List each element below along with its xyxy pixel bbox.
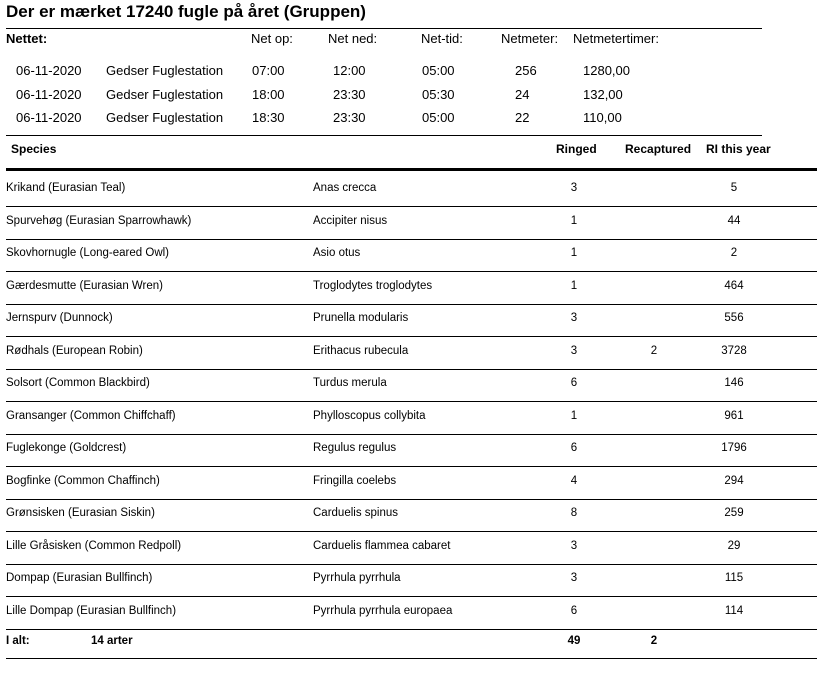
net-close-header: Net ned: [328, 31, 378, 46]
species-name: Dompap (Eurasian Bullfinch) [6, 572, 153, 584]
net-meters: 22 [515, 110, 530, 125]
species-recaptured: 2 [650, 345, 658, 357]
species-name: Grønsisken (Eurasian Siskin) [6, 507, 155, 519]
species-latin: Pyrrhula pyrrhula [313, 572, 401, 584]
species-ri-year: 5 [730, 182, 738, 194]
species-latin: Accipiter nisus [313, 215, 388, 227]
net-meterhours: 132,00 [583, 87, 623, 102]
species-name: Spurvehøg (Eurasian Sparrowhawk) [6, 215, 192, 227]
title-divider [6, 28, 762, 29]
species-ri-year: 1796 [721, 442, 747, 454]
net-time-header: Net-tid: [421, 31, 463, 46]
net-date: 06-11-2020 [16, 110, 82, 125]
species-ringed: 6 [570, 377, 578, 389]
species-ri-year: 556 [724, 312, 744, 324]
row-divider [6, 206, 817, 207]
row-divider [6, 499, 817, 500]
row-divider [6, 401, 817, 402]
species-ri-year: 2 [730, 247, 738, 259]
net-open: 07:00 [252, 63, 285, 78]
row-divider [6, 271, 817, 272]
net-close: 12:00 [333, 63, 366, 78]
species-ringed: 1 [570, 247, 578, 259]
row-divider [6, 466, 817, 467]
row-divider [6, 531, 817, 532]
species-ringed: 3 [570, 312, 578, 324]
species-header: Species [11, 142, 57, 156]
net-station: Gedser Fuglestation [106, 87, 224, 102]
species-name: Jernspurv (Dunnock) [6, 312, 113, 324]
ringed-header: Ringed [556, 142, 597, 156]
species-ringed: 6 [570, 442, 578, 454]
row-divider [6, 596, 817, 597]
net-meters: 256 [515, 63, 537, 78]
species-ri-year: 114 [724, 605, 744, 617]
net-station: Gedser Fuglestation [106, 63, 224, 78]
total-species-count: 14 arter [91, 635, 133, 647]
species-ringed: 3 [570, 182, 578, 194]
row-divider [6, 629, 817, 630]
species-ringed: 4 [570, 475, 578, 487]
net-date: 06-11-2020 [16, 63, 82, 78]
row-divider [6, 369, 817, 370]
total-ringed: 49 [567, 635, 581, 647]
species-latin: Anas crecca [313, 182, 377, 194]
footer-divider [6, 658, 817, 659]
net-open-header: Net op: [251, 31, 293, 46]
net-meters: 24 [515, 87, 530, 102]
species-ringed: 3 [570, 540, 578, 552]
species-name: Lille Dompap (Eurasian Bullfinch) [6, 605, 177, 617]
species-latin: Turdus merula [313, 377, 387, 389]
total-recaptured: 2 [650, 635, 658, 647]
net-close: 23:30 [333, 110, 366, 125]
species-latin: Erithacus rubecula [313, 345, 409, 357]
species-latin: Regulus regulus [313, 442, 397, 454]
net-time: 05:30 [422, 87, 455, 102]
species-latin: Pyrrhula pyrrhula europaea [313, 605, 453, 617]
row-divider [6, 564, 817, 565]
species-name: Solsort (Common Blackbird) [6, 377, 150, 389]
net-time: 05:00 [422, 110, 455, 125]
species-ringed: 1 [570, 280, 578, 292]
species-name: Fuglekonge (Goldcrest) [6, 442, 127, 454]
species-ri-year: 464 [724, 280, 744, 292]
net-meterhours: 110,00 [583, 110, 622, 125]
row-divider [6, 336, 817, 337]
net-meterhours-header: Netmetertimer: [573, 31, 659, 46]
species-latin: Carduelis spinus [313, 507, 399, 519]
species-name: Lille Gråsisken (Common Redpoll) [6, 540, 182, 552]
row-divider [6, 434, 817, 435]
species-ri-year: 146 [724, 377, 744, 389]
net-time: 05:00 [422, 63, 455, 78]
species-ri-year: 259 [724, 507, 744, 519]
total-label: I alt: [6, 635, 30, 647]
recaptured-header: Recaptured [625, 142, 692, 156]
ri-year-header: RI this year [706, 142, 771, 156]
species-name: Gærdesmutte (Eurasian Wren) [6, 280, 164, 292]
species-ri-year: 44 [727, 215, 741, 227]
species-latin: Troglodytes troglodytes [313, 280, 433, 292]
net-meterhours: 1280,00 [583, 63, 630, 78]
net-meters-header: Netmeter: [501, 31, 559, 46]
species-latin: Prunella modularis [313, 312, 409, 324]
net-open: 18:30 [252, 110, 285, 125]
species-ri-year: 294 [724, 475, 744, 487]
species-name: Rødhals (European Robin) [6, 345, 143, 357]
species-latin: Phylloscopus collybita [313, 410, 426, 422]
net-close: 23:30 [333, 87, 366, 102]
nets-label: Nettet: [6, 31, 48, 46]
nets-divider [6, 135, 762, 136]
net-date: 06-11-2020 [16, 87, 82, 102]
species-ri-year: 115 [724, 572, 744, 584]
row-divider [6, 239, 817, 240]
species-ringed: 6 [570, 605, 578, 617]
species-ringed: 1 [570, 410, 578, 422]
species-name: Bogfinke (Common Chaffinch) [6, 475, 160, 487]
species-ri-year: 3728 [721, 345, 747, 357]
report-title: Der er mærket 17240 fugle på året (Gruppen) [6, 2, 366, 21]
species-ri-year: 961 [724, 410, 744, 422]
species-ri-year: 29 [727, 540, 741, 552]
species-name: Gransanger (Common Chiffchaff) [6, 410, 176, 422]
species-ringed: 8 [570, 507, 578, 519]
net-open: 18:00 [252, 87, 285, 102]
row-divider [6, 304, 817, 305]
species-ringed: 3 [570, 572, 578, 584]
species-name: Skovhornugle (Long-eared Owl) [6, 247, 170, 259]
species-latin: Fringilla coelebs [313, 475, 397, 487]
species-header-divider [6, 168, 817, 171]
net-station: Gedser Fuglestation [106, 110, 224, 125]
species-latin: Asio otus [313, 247, 361, 259]
species-ringed: 3 [570, 345, 578, 357]
species-latin: Carduelis flammea cabaret [313, 540, 451, 552]
species-name: Krikand (Eurasian Teal) [6, 182, 126, 194]
species-ringed: 1 [570, 215, 578, 227]
